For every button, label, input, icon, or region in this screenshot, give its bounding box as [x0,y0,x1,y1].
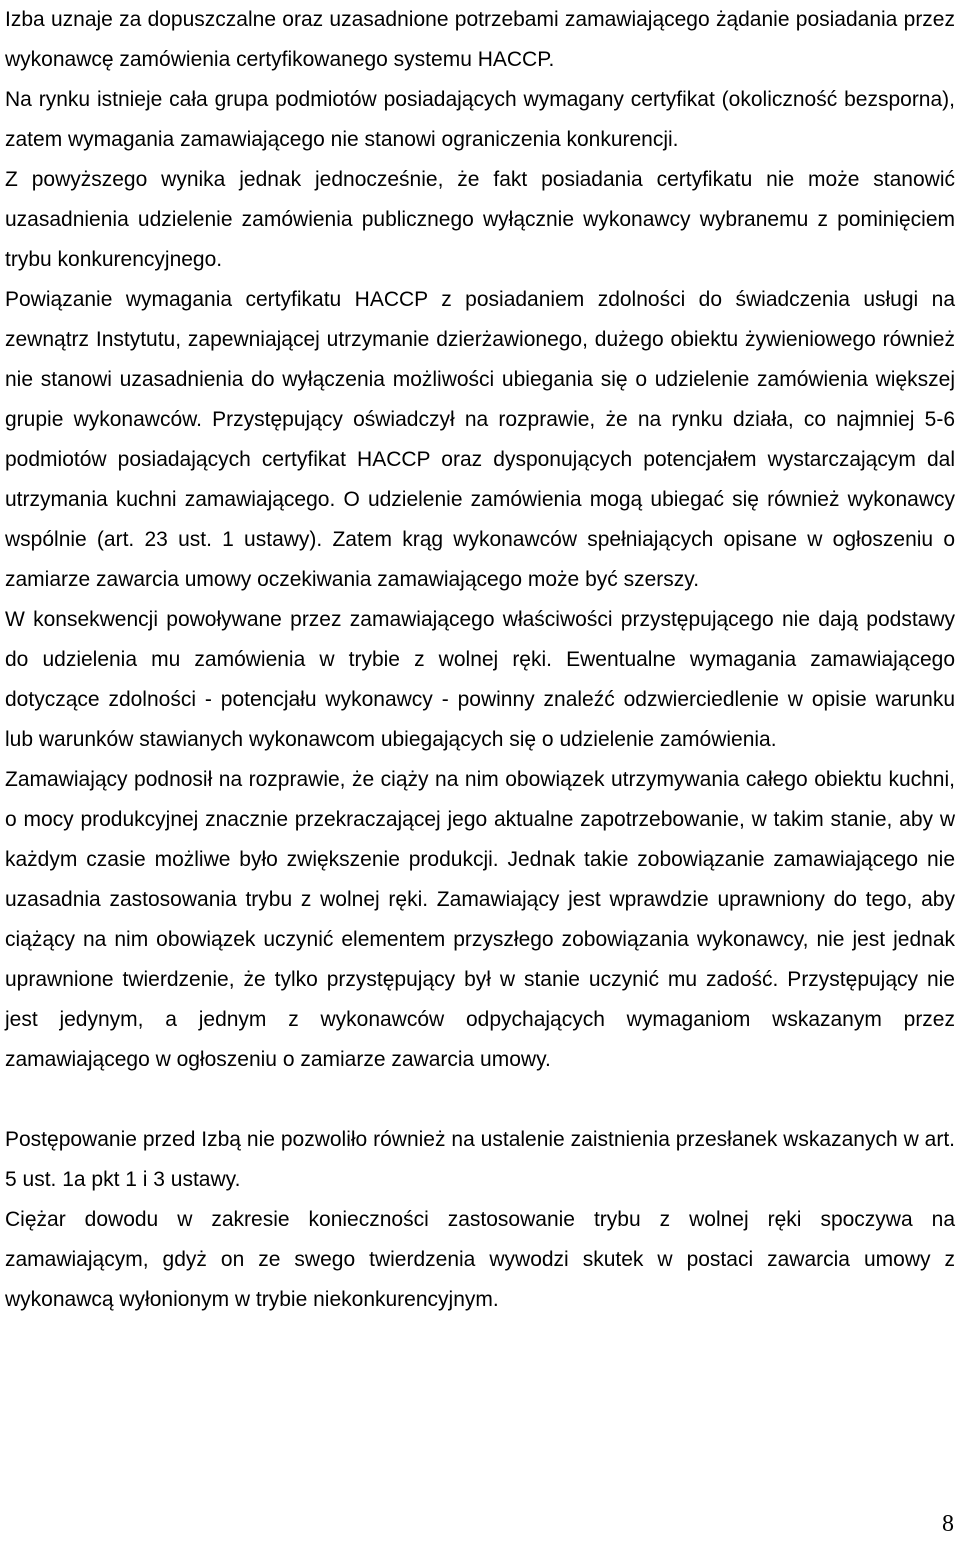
page-number: 8 [942,1511,954,1537]
document-page [5,0,955,1320]
paragraph-6: Zamawiający podnosił na rozprawie, że ciąży na nim obowiązek utrzymywania całego obiektu kuchni, o mocy produkcyjnej znacznie przekraczającej jego aktualne zapotrzebowanie, w takim stanie, aby w każdym czasie możliwe było zwiększenie produkcji. Jednak takie zobowiązanie zamawiającego nie uzasadnia zastosowania trybu z wolnej ręki. Zamawiający jest wprawdzie uprawniony do tego, aby ciążący na nim obowiązek uczynić elementem przyszłego zobowiązania wykonawcy, nie jest jednak uprawnione twierdzenie, że tylko przystępujący był w stanie uczynić mu zadość. Przystępujący nie jest jedynym, a jednym z wykonawców odpychających wymaganiom wskazanym przez zamawiającego w ogłoszeniu o zamiarze zawarcia umowy. [5,768,955,1071]
paragraph-3: Z powyższego wynika jednak jednocześnie, że fakt posiadania certyfikatu nie może stanowić uzasadnienia udzielenie zamówienia publicznego wyłącznie wykonawcy wybranemu z pominięciem trybu konkurencyjnego. [5,168,955,271]
paragraph-1: Izba uznaje za dopuszczalne oraz uzasadnione potrzebami zamawiającego żądanie posiadania przez wykonawcę zamówienia certyfikowanego systemu HACCP. [5,8,955,71]
paragraph-5: W konsekwencji powoływane przez zamawiającego właściwości przystępującego nie dają podstawy do udzielenia mu zamówienia w trybie z wolnej ręki. Ewentualne wymagania zamawiającego dotyczące zdolności - potencjału wykonawcy - powinny znaleźć odzwierciedlenie w opisie warunku lub warunków stawianych wykonawcom ubiegających się o udzielenie zamówienia. [5,608,955,751]
paragraph-7: Postępowanie przed Izbą nie pozwoliło również na ustalenie zaistnienia przesłanek wskazanych w art. 5 ust. 1a pkt 1 i 3 ustawy. [5,1128,955,1191]
paragraph-spacer [5,1080,955,1120]
paragraph-8: Ciężar dowodu w zakresie konieczności zastosowanie trybu z wolnej ręki spoczywa na zamawiającym, gdyż on ze swego twierdzenia wywodzi skutek w postaci zawarcia umowy z wykonawcą wyłonionym w trybie niekonkurencyjnym. [5,1208,955,1311]
paragraph-4: Powiązanie wymagania certyfikatu HACCP z posiadaniem zdolności do świadczenia usługi na zewnątrz Instytutu, zapewniającej utrzymanie dzierżawionego, dużego obiektu żywieniowego również nie stanowi uzasadnienia do wyłączenia możliwości ubiegania się o udzielenie zamówienia większej grupie wykonawców. Przystępujący oświadczył na rozprawie, że na rynku działa, co najmniej 5-6 podmiotów posiadających certyfikat HACCP oraz dysponujących potencjałem wystarczającym dal utrzymania kuchni zamawiającego. O udzielenie zamówienia mogą ubiegać się również wykonawcy wspólnie (art. 23 ust. 1 ustawy). Zatem krąg wykonawców spełniających opisane w ogłoszeniu o zamiarze zawarcia umowy oczekiwania zamawiającego może być szerszy. [5,288,955,591]
paragraph-2: Na rynku istnieje cała grupa podmiotów posiadających wymagany certyfikat (okoliczność bezsporna), zatem wymagania zamawiającego nie stanowi ograniczenia konkurencji. [5,88,955,151]
